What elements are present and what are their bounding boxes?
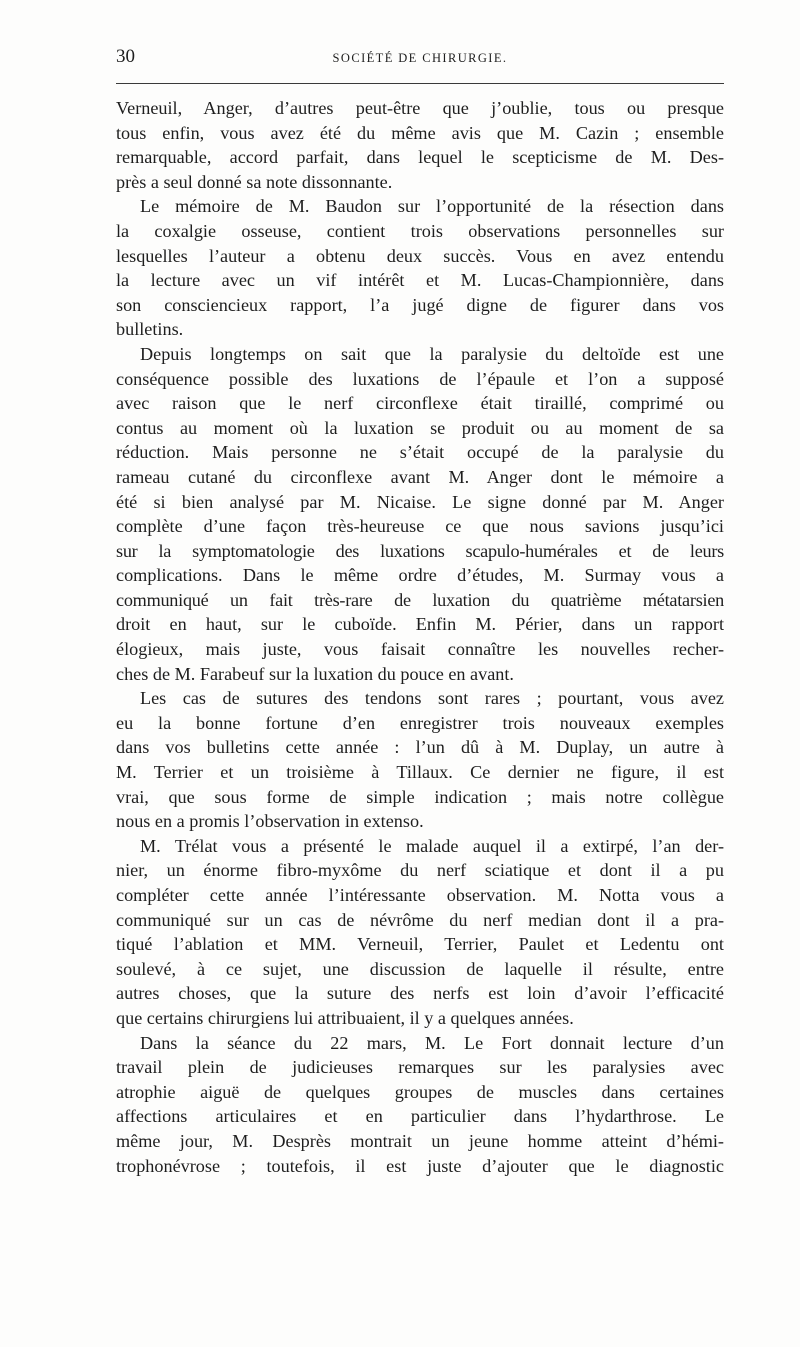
text-line: complète d’une façon très-heureuse ce que nous savions jusqu’ici: [116, 516, 724, 537]
text-line: conséquence possible des luxations de l’épaule et l’on a supposé: [116, 368, 724, 389]
text-line: la lecture avec un vif intérêt et M. Lucas-Championnière, dans: [116, 270, 724, 291]
text-line: M. Trélat vous a présenté le malade auquel il a extirpé, l’an der-: [140, 835, 724, 856]
header-rule: [116, 83, 724, 84]
page-number: 30: [116, 46, 135, 67]
text-line: compléter cette année l’intéressante observation. M. Notta vous a: [116, 885, 724, 905]
text-line: son consciencieux rapport, l’a jugé digne de figurer dans vos: [116, 294, 724, 315]
text-line: travail plein de judicieuses remarques sur les paralysies avec: [116, 1057, 724, 1078]
text-line: ches de M. Farabeuf sur la luxation du pouce en avant.: [116, 663, 514, 684]
text-line: été si bien analysé par M. Nicaise. Le signe donné par M. Anger: [116, 491, 724, 512]
text-line: vrai, que sous forme de simple indication ; mais notre collègue: [116, 786, 724, 807]
text-line: droit en haut, sur le cuboïde. Enfin M. Périer, dans un rapport: [116, 614, 724, 635]
text-line: près a seul donné sa note dissonnante.: [116, 171, 393, 192]
text-line: atrophie aiguë de quelques groupes de muscles dans certaines: [116, 1081, 724, 1102]
text-line: autres choses, que la suture des nerfs est loin d’avoir l’efficacité: [116, 983, 724, 1004]
text-line: avec raison que le nerf circonflexe était tiraillé, comprimé ou: [116, 393, 724, 414]
text-line: élogieux, mais juste, vous faisait connaître les nouvelles recher-: [116, 639, 724, 660]
text-line: Verneuil, Anger, d’autres peut-être que j’oublie, tous ou presque: [116, 98, 724, 118]
text-line: communiqué un fait très-rare de luxation du quatrième métatarsien: [116, 589, 724, 610]
text-line: Depuis longtemps on sait que la paralysie du deltoïde est une: [140, 343, 724, 364]
text-line: communiqué sur un cas de névrôme du nerf median dont il a pra-: [116, 909, 724, 930]
text-line: que certains chirurgiens lui attribuaient, il y a quelques années.: [116, 1007, 574, 1028]
text-line: nier, un énorme fibro-myxôme du nerf sciatique et dont il a pu: [116, 860, 724, 881]
running-head: [116, 44, 724, 74]
text-line: M. Terrier et un troisième à Tillaux. Ce dernier ne figure, il est: [116, 762, 724, 783]
text-line: affections articulaires et en particulier dans l’hydarthrose. Le: [116, 1106, 724, 1127]
text-line: la coxalgie osseuse, contient trois observations personnelles sur: [116, 220, 724, 241]
text-line: Le mémoire de M. Baudon sur l’opportunité de la résection dans: [140, 196, 724, 217]
text-line: bulletins.: [116, 319, 184, 340]
text-line: complications. Dans le même ordre d’études, M. Surmay vous a: [116, 565, 724, 586]
text-line: eu la bonne fortune d’en enregistrer trois nouveaux exemples: [116, 712, 724, 733]
text-line: sur la symptomatologie des luxations scapulo-humérales et de leurs: [116, 540, 724, 561]
text-line: même jour, M. Desprès montrait un jeune homme atteint d’hémi-: [116, 1130, 724, 1151]
text-line: remarquable, accord parfait, dans lequel le scepticisme de M. Des-: [116, 147, 724, 168]
text-line: soulevé, à ce sujet, une discussion de laquelle il résulte, entre: [116, 958, 724, 979]
text-line: contus au moment où la luxation se produit ou au moment de sa: [116, 417, 724, 438]
text-line: tous enfin, vous avez été du même avis que M. Cazin ; ensemble: [116, 122, 724, 143]
text-line: tiqué l’ablation et MM. Verneuil, Terrier, Paulet et Ledentu ont: [116, 934, 724, 955]
text-line: rameau cutané du circonflexe avant M. Anger dont le mémoire a: [116, 466, 724, 487]
text-line: nous en a promis l’observation in extenso.: [116, 811, 424, 832]
text-line: trophonévrose ; toutefois, il est juste d’ajouter que le diagnostic: [116, 1155, 724, 1176]
running-title: SOCIÉTÉ DE CHIRURGIE.: [332, 51, 508, 65]
text-line: lesquelles l’auteur a obtenu deux succès. Vous en avez entendu: [116, 245, 724, 266]
text-line: Dans la séance du 22 mars, M. Le Fort donnait lecture d’un: [140, 1032, 724, 1053]
text-line: dans vos bulletins cette année : l’un dû à M. Duplay, un autre à: [116, 737, 724, 758]
text-line: réduction. Mais personne ne s’était occupé de la paralysie du: [116, 442, 724, 463]
body-text: [116, 96, 724, 1178]
text-line: Les cas de sutures des tendons sont rares ; pourtant, vous avez: [140, 688, 724, 709]
